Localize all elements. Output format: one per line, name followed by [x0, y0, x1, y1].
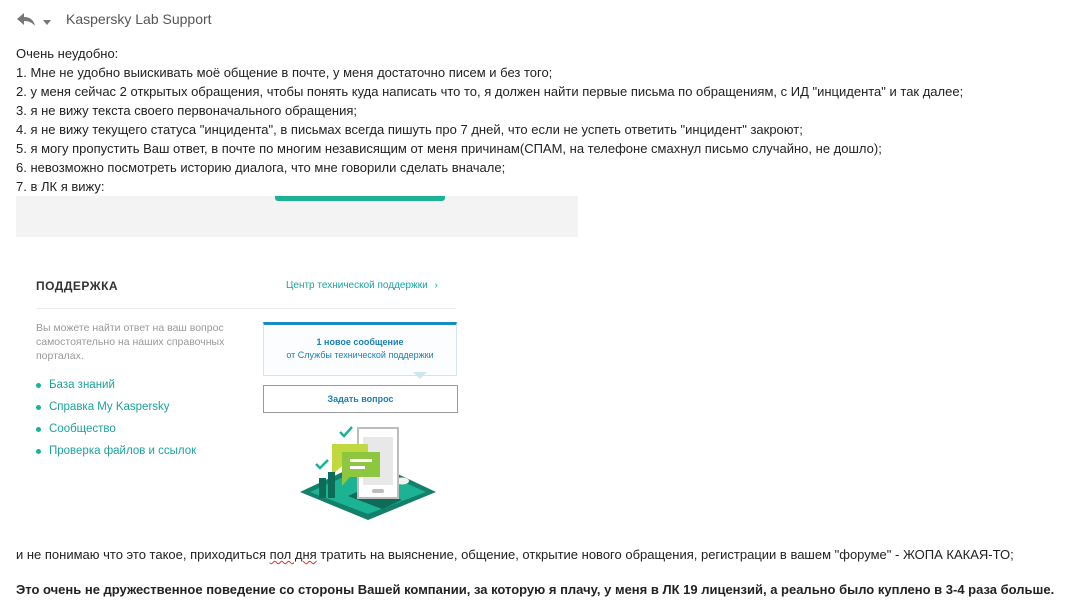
- message-followup: [16, 545, 1014, 564]
- support-description: Вы можете найти ответ на ваш вопрос самостоятельно на наших справочных порталах.: [36, 322, 225, 362]
- caret-down-icon[interactable]: [42, 14, 52, 24]
- followup-text-start: и не понимаю что это такое, приходиться: [16, 547, 270, 562]
- misspelled-word: пол дня: [269, 547, 317, 562]
- sender-name: Kaspersky Lab Support: [66, 11, 212, 27]
- support-link-label: Сообщество: [49, 423, 116, 435]
- message-line: 7. в ЛК я вижу:: [16, 179, 105, 194]
- support-links: [36, 374, 196, 462]
- support-link-help[interactable]: [36, 396, 196, 418]
- bullet-icon: [36, 427, 41, 432]
- bullet-icon: [36, 405, 41, 410]
- new-message-source: от Службы технической поддержки: [286, 350, 434, 360]
- message-line: 5. я могу пропустить Ваш ответ, в почте по многим независящим от меня причинам(СПАМ, на телефоне смахнул письмо случайно, не дошло);: [16, 141, 882, 156]
- message-line: 6. невозможно посмотреть историю диалога, что мне говорили сделать вначале;: [16, 160, 506, 175]
- screenshot-strip: [16, 196, 578, 237]
- support-link-label: База знаний: [49, 379, 115, 391]
- message-closing: Это очень не дружественное поведение со стороны Вашей компании, за которую я плачу, у меня в ЛК 19 лицензий, а реально было куплено в 3-4 раза больше.: [16, 582, 1055, 597]
- support-center-link[interactable]: [286, 280, 438, 291]
- strip-accent-bar: [275, 196, 445, 201]
- chevron-right-icon: ›: [434, 280, 438, 291]
- support-link-label: Проверка файлов и ссылок: [49, 445, 197, 457]
- message-line: Очень неудобно:: [16, 46, 119, 61]
- support-screenshot: [16, 262, 476, 532]
- support-link-label: Справка My Kaspersky: [49, 401, 170, 413]
- message-bubble-tail: [413, 372, 427, 379]
- new-message-count: 1 новое сообщение: [316, 337, 404, 347]
- message-line: 3. я не вижу текста своего первоначального обращения;: [16, 103, 357, 118]
- support-link-file-check[interactable]: [36, 440, 196, 462]
- support-link-knowledge-base[interactable]: [36, 374, 196, 396]
- message-line: 4. я не вижу текущего статуса "инцидента", в письмах всегда пишуть про 7 дней, что если не успеть ответить "инцидент" закроют;: [16, 122, 803, 137]
- followup-text-end: тратить на выяснение, общение, открытие нового обращения, регистрации в вашем "форуме" - ЖОПА КАКАЯ-ТО;: [316, 547, 1014, 562]
- bullet-icon: [36, 449, 41, 454]
- bullet-icon: [36, 383, 41, 388]
- support-link-community[interactable]: [36, 418, 196, 440]
- divider: [36, 308, 456, 309]
- support-chat-illustration-icon: [298, 420, 438, 520]
- reply-arrow-icon[interactable]: [16, 10, 36, 28]
- message-line: 2. у меня сейчас 2 открытых обращения, чтобы понять куда написать что то, я должен найти первые письма по обращениям, с ИД "инцидента" и так далее;: [16, 84, 964, 99]
- ask-question-button[interactable]: Задать вопрос: [263, 385, 458, 413]
- message-body: [16, 44, 1061, 196]
- email-header: [16, 8, 212, 30]
- new-message-box[interactable]: [263, 322, 457, 376]
- support-title: ПОДДЕРЖКА: [36, 279, 119, 293]
- support-center-link-label: Центр технической поддержки: [286, 280, 428, 291]
- message-line: 1. Мне не удобно выискивать моё общение в почте, у меня достаточно писем и без того;: [16, 65, 553, 80]
